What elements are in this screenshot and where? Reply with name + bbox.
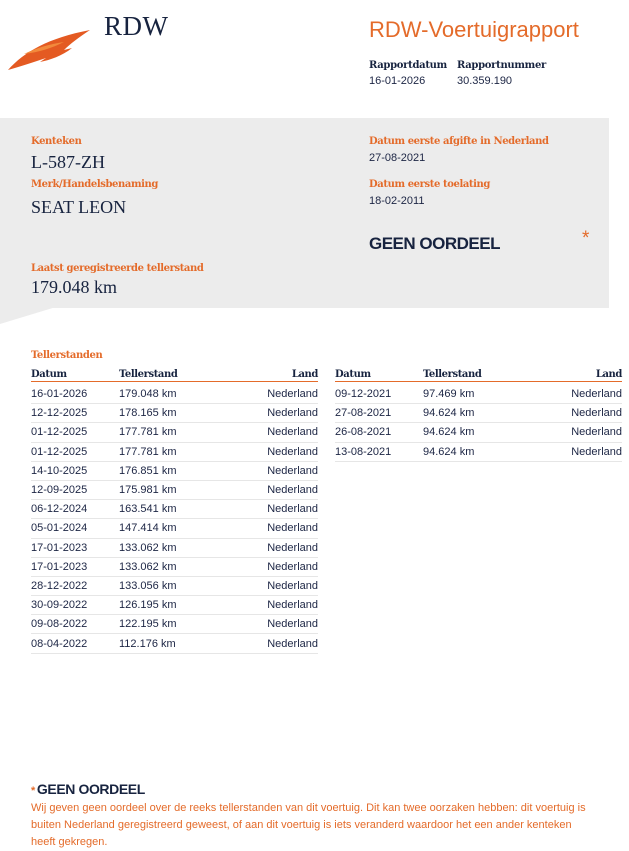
tellerstand-cell: 147.414 km <box>119 519 229 538</box>
tellerstand-cell: 178.165 km <box>119 404 229 423</box>
tellerstand-cell: 177.781 km <box>119 442 229 461</box>
footnote-title-text: GEEN OORDEEL <box>36 781 145 797</box>
afgifte-value: 27-08-2021 <box>369 152 426 164</box>
table-row <box>31 519 318 538</box>
land-cell: Nederland <box>229 615 318 634</box>
kenteken-label: Kenteken <box>31 136 82 147</box>
rapportnummer-label: Rapportnummer <box>457 60 546 71</box>
land-cell: Nederland <box>533 442 622 461</box>
table-row <box>335 382 622 404</box>
land-cell: Nederland <box>229 480 318 499</box>
datum-cell: 17-01-2023 <box>31 538 119 557</box>
laatst-tellerstand-value: 179.048 km <box>31 277 118 297</box>
table-row <box>31 442 318 461</box>
tellerstand-cell: 133.056 km <box>119 576 229 595</box>
table-row <box>31 480 318 499</box>
tellerstand-cell: 94.624 km <box>423 423 533 442</box>
table-row <box>31 634 318 653</box>
toelating-value: 18-02-2011 <box>369 195 425 207</box>
col-tellerstand: Tellerstand <box>119 368 229 382</box>
footnote-text: Wij geven geen oordeel over de reeks tellerstanden van dit voertuig. Dit kan twee oorzaken hebben: dit voertuig is buiten Nederland geregistreerd geweest, of aan dit voertuig is iets veranderd waardoor het een ander kenteken heeft gekregen. <box>31 802 586 848</box>
brand-name: RDW <box>104 11 169 41</box>
panel-notch <box>0 307 56 324</box>
land-cell: Nederland <box>229 382 318 404</box>
land-cell: Nederland <box>533 404 622 423</box>
tellerstand-cell: 133.062 km <box>119 538 229 557</box>
merk-label: Merk/Handelsbenaming <box>31 179 159 190</box>
verdict-text: GEEN OORDEEL <box>369 234 500 253</box>
land-cell: Nederland <box>229 442 318 461</box>
datum-cell: 01-12-2025 <box>31 442 119 461</box>
tellerstand-cell: 97.469 km <box>423 382 533 404</box>
rapportnummer-value: 30.359.190 <box>457 75 513 87</box>
datum-cell: 08-04-2022 <box>31 634 119 653</box>
rapportdatum-value: 16-01-2026 <box>369 75 426 87</box>
tellerstand-cell: 177.781 km <box>119 423 229 442</box>
datum-cell: 26-08-2021 <box>335 423 423 442</box>
tellerstand-cell: 126.195 km <box>119 596 229 615</box>
rapportdatum-label: Rapportdatum <box>369 60 447 71</box>
datum-cell: 06-12-2024 <box>31 500 119 519</box>
readings-table-left <box>31 368 318 654</box>
land-cell: Nederland <box>533 423 622 442</box>
col-tellerstand: Tellerstand <box>423 368 533 382</box>
readings-table-right <box>335 368 622 462</box>
tellerstand-cell: 94.624 km <box>423 404 533 423</box>
land-cell: Nederland <box>229 423 318 442</box>
table-row <box>335 442 622 461</box>
land-cell: Nederland <box>229 576 318 595</box>
laatst-tellerstand-label: Laatst geregistreerde tellerstand <box>31 263 204 274</box>
table-row <box>31 382 318 404</box>
tellerstand-cell: 179.048 km <box>119 382 229 404</box>
report-title: RDW-Voertuigrapport <box>369 17 579 42</box>
verdict-asterisk: * <box>582 228 590 249</box>
rdw-logo-icon <box>6 26 92 72</box>
tellerstanden-title: Tellerstanden <box>31 350 103 361</box>
datum-cell: 09-12-2021 <box>335 382 423 404</box>
table-row <box>31 404 318 423</box>
table-row <box>335 404 622 423</box>
land-cell: Nederland <box>229 596 318 615</box>
land-cell: Nederland <box>229 500 318 519</box>
datum-cell: 30-09-2022 <box>31 596 119 615</box>
table-row <box>31 596 318 615</box>
tellerstand-cell: 112.176 km <box>119 634 229 653</box>
datum-cell: 12-09-2025 <box>31 480 119 499</box>
tellerstand-cell: 175.981 km <box>119 480 229 499</box>
table-row <box>31 461 318 480</box>
tellerstand-cell: 176.851 km <box>119 461 229 480</box>
tellerstand-cell: 133.062 km <box>119 557 229 576</box>
tellerstand-cell: 94.624 km <box>423 442 533 461</box>
land-cell: Nederland <box>229 538 318 557</box>
table-row <box>31 500 318 519</box>
col-land: Land <box>229 368 318 382</box>
land-cell: Nederland <box>229 557 318 576</box>
land-cell: Nederland <box>229 461 318 480</box>
col-datum: Datum <box>335 368 423 382</box>
land-cell: Nederland <box>229 404 318 423</box>
footnote-title <box>31 781 145 797</box>
toelating-label: Datum eerste toelating <box>369 179 490 190</box>
datum-cell: 13-08-2021 <box>335 442 423 461</box>
datum-cell: 12-12-2025 <box>31 404 119 423</box>
datum-cell: 28-12-2022 <box>31 576 119 595</box>
col-datum: Datum <box>31 368 119 382</box>
datum-cell: 16-01-2026 <box>31 382 119 404</box>
land-cell: Nederland <box>533 382 622 404</box>
tellerstand-cell: 163.541 km <box>119 500 229 519</box>
footnote-asterisk: * <box>31 785 35 797</box>
kenteken-value: L-587-ZH <box>31 152 105 172</box>
table-row <box>31 538 318 557</box>
datum-cell: 27-08-2021 <box>335 404 423 423</box>
table-row <box>31 615 318 634</box>
datum-cell: 09-08-2022 <box>31 615 119 634</box>
merk-value: SEAT LEON <box>31 197 127 217</box>
datum-cell: 05-01-2024 <box>31 519 119 538</box>
col-land: Land <box>533 368 622 382</box>
land-cell: Nederland <box>229 634 318 653</box>
datum-cell: 17-01-2023 <box>31 557 119 576</box>
table-row <box>31 423 318 442</box>
land-cell: Nederland <box>229 519 318 538</box>
table-row <box>335 423 622 442</box>
table-row <box>31 576 318 595</box>
datum-cell: 14-10-2025 <box>31 461 119 480</box>
table-row <box>31 557 318 576</box>
datum-cell: 01-12-2025 <box>31 423 119 442</box>
afgifte-label: Datum eerste afgifte in Nederland <box>369 136 549 147</box>
tellerstand-cell: 122.195 km <box>119 615 229 634</box>
